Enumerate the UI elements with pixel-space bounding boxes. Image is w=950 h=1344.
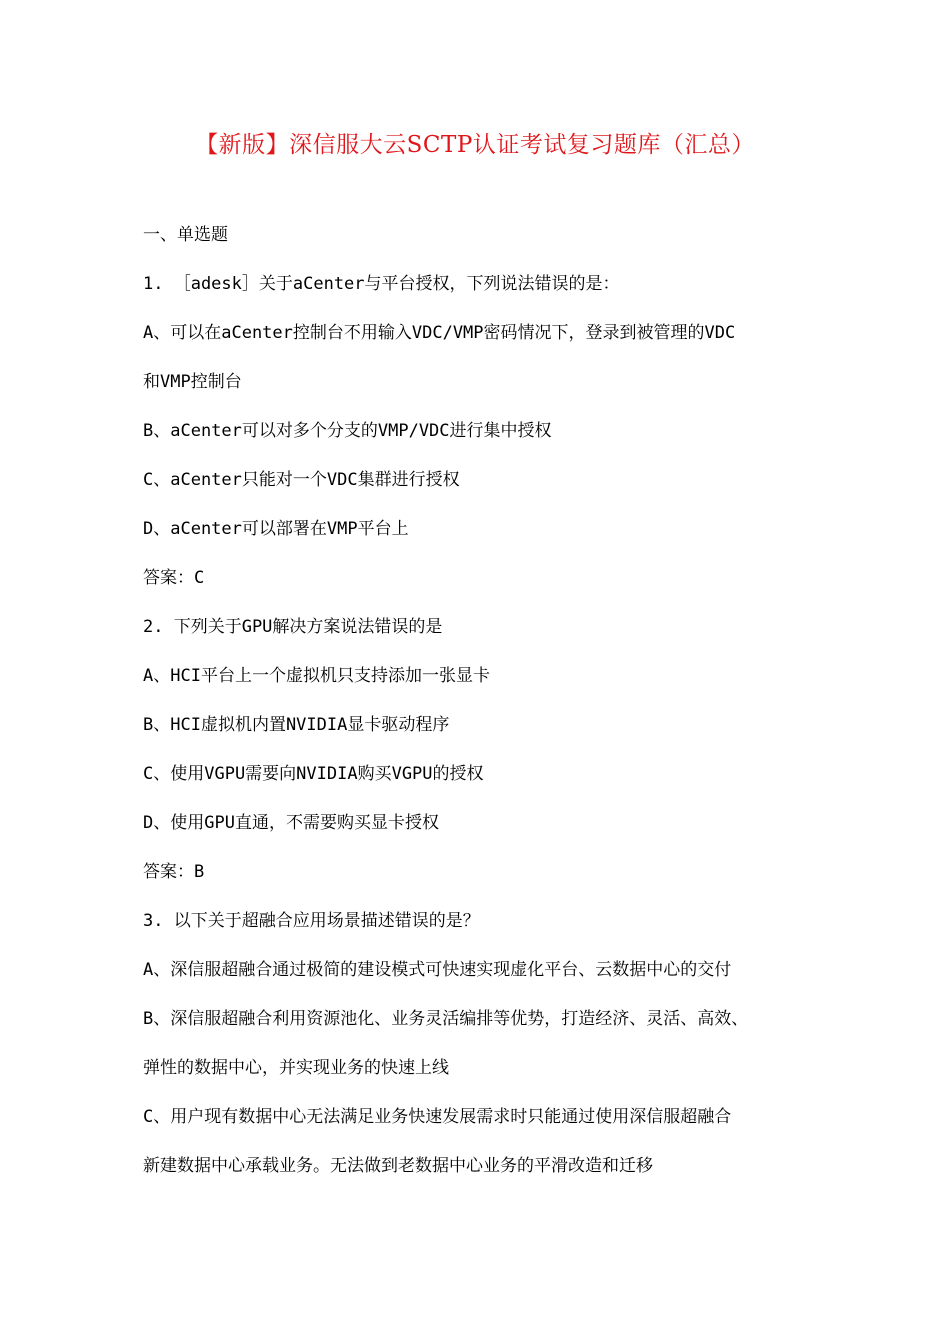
option-a: A、HCI平台上一个虚拟机只支持添加一张显卡 <box>143 666 490 686</box>
answer: 答案：B <box>143 862 205 882</box>
option-b: B、深信服超融合利用资源池化、业务灵活编排等优势，打造经济、灵活、高效、 <box>143 1009 749 1029</box>
option-c: C、使用VGPU需要向NVIDIA购买VGPU的授权 <box>143 764 484 784</box>
question-3 <box>143 897 823 1191</box>
question-2 <box>143 603 823 897</box>
option-c-continued: 新建数据中心承载业务。无法做到老数据中心业务的平滑改造和迁移 <box>143 1156 653 1176</box>
option-d: D、使用GPU直通，不需要购买显卡授权 <box>143 813 439 833</box>
option-a: A、可以在aCenter控制台不用输入VDC/VMP密码情况下，登录到被管理的VDC <box>143 323 736 343</box>
option-a-continued: 和VMP控制台 <box>143 372 242 392</box>
question-stem: 1. ［adesk］关于aCenter与平台授权，下列说法错误的是： <box>143 274 620 294</box>
option-c: C、用户现有数据中心无法满足业务快速发展需求时只能通过使用深信服超融合 <box>143 1107 732 1127</box>
document-title: 【新版】深信服大云SCTP认证考试复习题库（汇总） <box>195 132 755 158</box>
question-stem: 3. 以下关于超融合应用场景描述错误的是？ <box>143 911 480 931</box>
document-body <box>143 211 823 1191</box>
option-b-continued: 弹性的数据中心，并实现业务的快速上线 <box>143 1058 449 1078</box>
answer: 答案：C <box>143 568 205 588</box>
question-1 <box>143 260 823 603</box>
option-b: B、aCenter可以对多个分支的VMP/VDC进行集中授权 <box>143 421 552 441</box>
question-stem: 2. 下列关于GPU解决方案说法错误的是 <box>143 617 443 637</box>
option-c: C、aCenter只能对一个VDC集群进行授权 <box>143 470 460 490</box>
option-d: D、aCenter可以部署在VMP平台上 <box>143 519 409 539</box>
section-heading: 一、单选题 <box>143 225 228 245</box>
option-a: A、深信服超融合通过极简的建设模式可快速实现虚化平台、云数据中心的交付 <box>143 960 732 980</box>
option-b: B、HCI虚拟机内置NVIDIA显卡驱动程序 <box>143 715 450 735</box>
